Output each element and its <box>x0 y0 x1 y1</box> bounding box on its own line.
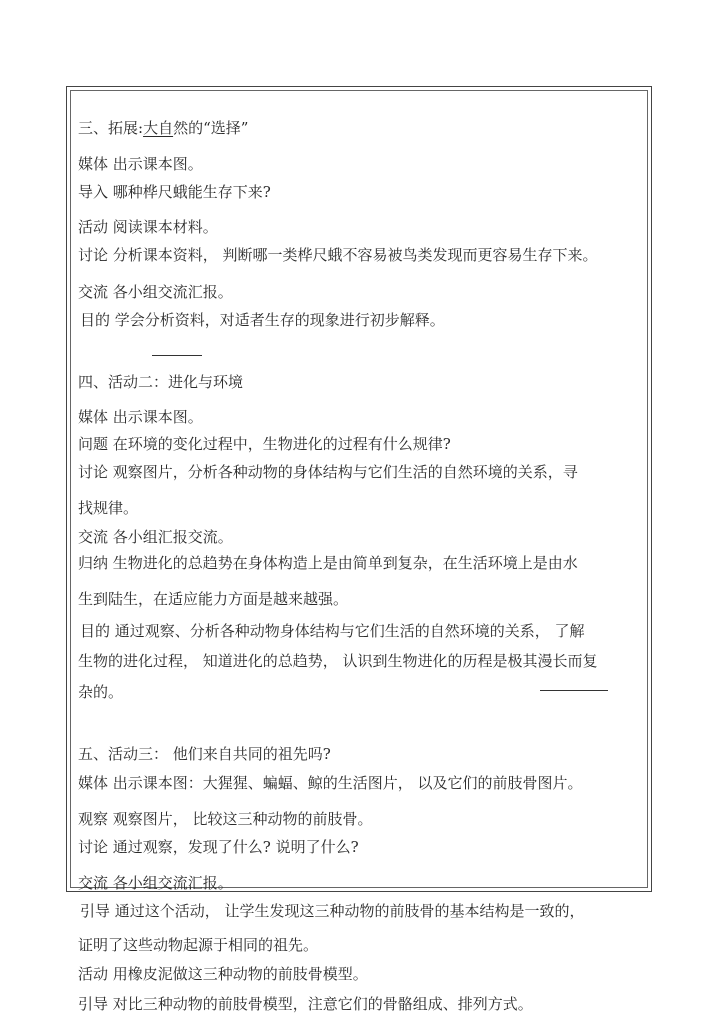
section4-summary-line2: 生到陆生，在适应能力方面是越来越强。 <box>78 590 349 608</box>
section4-purpose-line1: 目的 通过观察、分析各种动物身体结构与它们生活的自然环境的关系， 了解 <box>80 622 585 640</box>
separator-rule <box>152 355 202 356</box>
section3-title: 三、拓展:大自然的“选择” <box>78 119 249 137</box>
section5-observe: 观察 观察图片， 比较这三种动物的前肢骨。 <box>78 810 373 828</box>
section3-media: 媒体 出示课本图。 <box>78 155 203 173</box>
section5-media: 媒体 出示课本图：大猩猩、蝙蝠、鲸的生活图片， 以及它们的前肢骨图片。 <box>78 774 583 792</box>
section4-exchange: 交流 各小组汇报交流。 <box>78 528 233 546</box>
section4-purpose-line2: 生物的进化过程， 知道进化的总趋势， 认识到生物进化的历程是极其漫长而复 <box>78 652 598 670</box>
section5-guide-line1: 引导 通过这个活动， 让学生发现这三种动物的前肢骨的基本结构是一致的， <box>80 902 585 920</box>
section4-question: 问题 在环境的变化过程中，生物进化的过程有什么规律? <box>78 435 451 453</box>
section5-activity: 活动 用橡皮泥做这三种动物的前肢骨模型。 <box>78 965 368 983</box>
section4-discussion-line2: 找规律。 <box>78 499 139 517</box>
section4-discussion-line1: 讨论 观察图片，分析各种动物的身体结构与它们生活的自然环境的关系，寻 <box>78 463 578 481</box>
section3-intro: 导入 哪种桦尺蛾能生存下来? <box>78 183 271 201</box>
section5-exchange: 交流 各小组交流汇报。 <box>78 874 233 892</box>
section3-title-underlined: 大自 <box>143 119 174 137</box>
section5-guide-line3: 引导 对比三种动物的前肢骨模型，注意它们的骨骼组成、排列方式。 <box>78 995 533 1013</box>
section5-discussion: 讨论 通过观察，发现了什么? 说明了什么? <box>78 838 359 856</box>
section3-purpose: 目的 学会分析资料，对适者生存的现象进行初步解释。 <box>80 311 445 329</box>
table-inner-border <box>70 90 648 888</box>
section3-activity: 活动 阅读课本材料。 <box>78 218 218 236</box>
separator-rule <box>540 690 608 691</box>
section5-title: 五、活动三： 他们来自共同的祖先吗? <box>78 745 331 763</box>
section3-exchange: 交流 各小组交流汇报。 <box>78 283 233 301</box>
section4-purpose-line3: 杂的。 <box>78 683 124 701</box>
section4-media: 媒体 出示课本图。 <box>78 408 203 426</box>
section4-title: 四、活动二：进化与环境 <box>78 373 244 391</box>
section4-summary-line1: 归纳 生物进化的总趋势在身体构造上是由简单到复杂，在生活环境上是由水 <box>78 554 578 572</box>
section5-guide-line2: 证明了这些动物起源于相同的祖先。 <box>78 936 319 954</box>
section3-discussion: 讨论 分析课本资料， 判断哪一类桦尺蛾不容易被鸟类发现而更容易生存下来。 <box>78 246 598 264</box>
